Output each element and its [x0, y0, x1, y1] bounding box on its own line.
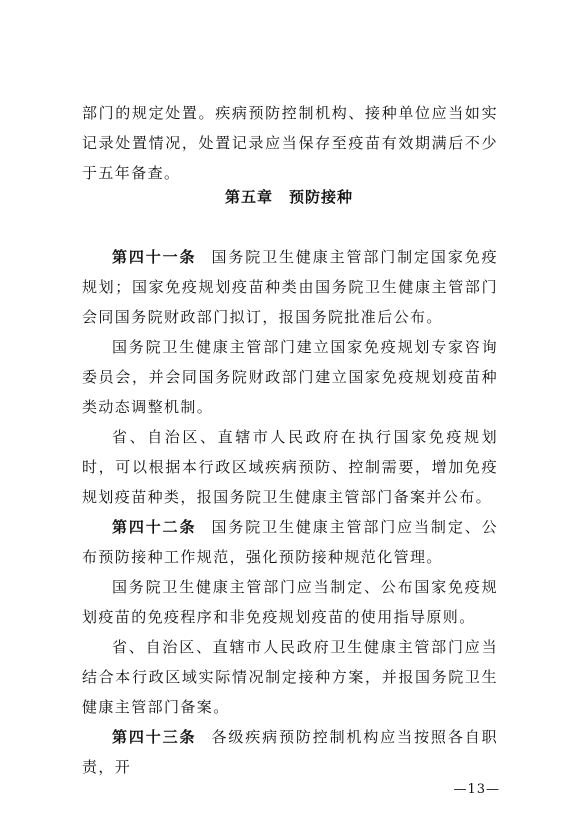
article-42 [82, 512, 498, 572]
continuation-block [82, 98, 498, 188]
articles-block [82, 242, 498, 782]
article-43 [82, 722, 498, 782]
chapter-heading [0, 186, 578, 207]
page-number: —13— [453, 782, 500, 797]
article-text: 国务院卫生健康主管部门制定国家免疫规划；国家免疫规划疫苗种类由国务院卫生健康主管部门会同国务院财政部门拟订，报国务院批准后公布。 [82, 248, 498, 326]
article-label: 第四十一条 [112, 248, 197, 266]
chapter-number: 第五章 [224, 188, 273, 206]
article-41-para-3: 省、自治区、直辖市人民政府在执行国家免疫规划时，可以根据本行政区域疾病预防、控制需要，增加免疫规划疫苗种类，报国务院卫生健康主管部门备案并公布。 [82, 428, 498, 506]
article-42-para-2: 国务院卫生健康主管部门应当制定、公布国家免疫规划疫苗的免疫程序和非免疫规划疫苗的使用指导原则。 [82, 578, 498, 626]
article-41-para-2: 国务院卫生健康主管部门建立国家免疫规划专家咨询委员会，并会同国务院财政部门建立国家免疫规划疫苗种类动态调整机制。 [82, 338, 498, 416]
article-text: 国务院卫生健康主管部门应当制定、公布预防接种工作规范，强化预防接种规范化管理。 [82, 518, 498, 566]
continuation-paragraph: 部门的规定处置。疾病预防控制机构、接种单位应当如实记录处置情况，处置记录应当保存至疫苗有效期满后不少于五年备查。 [82, 104, 498, 182]
chapter-title: 预防接种 [289, 188, 354, 206]
article-41 [82, 242, 498, 332]
article-42-para-3: 省、自治区、直辖市人民政府卫生健康主管部门应当结合本行政区域实际情况制定接种方案，并报国务院卫生健康主管部门备案。 [82, 638, 498, 716]
article-text: 各级疾病预防控制机构应当按照各自职责，开 [82, 728, 498, 776]
article-label: 第四十二条 [112, 518, 197, 536]
article-label: 第四十三条 [112, 728, 197, 746]
